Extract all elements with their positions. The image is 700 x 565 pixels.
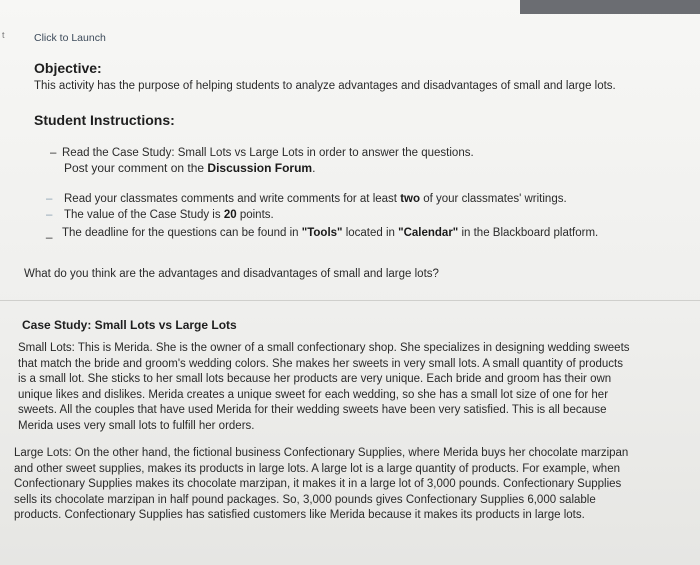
- list-dash: –: [46, 193, 53, 205]
- paragraph-line: unique likes and dislikes. Merida creates a unique sweet for each wedding, so she has a small lot size of one for her: [18, 388, 609, 401]
- list-dash: –: [46, 209, 53, 221]
- objective-text: This activity has the purpose of helping students to analyze advantages and disadvantages of small and large lots.: [34, 80, 616, 92]
- instruction-item-3: [64, 209, 274, 221]
- instruction-item-4: [62, 227, 598, 239]
- list-dash: _: [46, 227, 53, 239]
- paragraph-line: Merida uses very small lots to fulfill her orders.: [18, 419, 255, 432]
- instruction-2-suffix: of your classmates' writings.: [423, 193, 567, 205]
- objective-heading: Objective:: [34, 60, 102, 76]
- instruction-3-prefix: The value of the Case Study is: [64, 209, 221, 221]
- discussion-question: What do you think are the advantages and disadvantages of small and large lots?: [24, 268, 439, 280]
- paragraph-line: Large Lots: On the other hand, the fictional business Confectionary Supplies, where Merida buys her chocolate marzipan: [14, 447, 629, 459]
- divider: [0, 300, 700, 301]
- calendar-label: "Calendar": [398, 227, 459, 239]
- case-study-heading: Case Study: Small Lots vs Large Lots: [22, 318, 237, 332]
- paragraph-line: and other sweet supplies, makes its products in large lots. A large lot is a large quantity of products. For example, when: [14, 462, 620, 475]
- paragraph-line: products. Confectionary Supplies has satisfied customers like Merida because it makes its products in large lots.: [14, 509, 585, 522]
- instruction-1-text: Read the Case Study: Small Lots vs Large Lots in order to answer the questions.: [62, 147, 474, 159]
- instructions-heading: Student Instructions:: [34, 112, 175, 128]
- discussion-forum-label: Discussion Forum: [207, 161, 313, 175]
- small-lots-paragraph: [18, 341, 688, 435]
- paragraph-line: Confectionary Supplies makes its chocolate marzipan, it makes it in a large lot of 3,000 pounds. Confectionary Supplies: [14, 478, 622, 491]
- list-dash: –: [50, 147, 57, 159]
- instruction-4-suffix: in the Blackboard platform.: [461, 227, 599, 239]
- instruction-1-line2-suffix: .: [312, 161, 316, 175]
- instruction-1-line2-prefix: Post your comment on the: [64, 161, 205, 175]
- instruction-3-suffix: points.: [239, 209, 274, 221]
- instruction-4-mid: located in: [345, 227, 395, 239]
- instruction-item-1-line-2: [64, 161, 315, 175]
- instruction-4-prefix: The deadline for the questions can be found in: [62, 227, 299, 239]
- instruction-item-2: [64, 193, 567, 205]
- click-to-launch-link[interactable]: Click to Launch: [34, 32, 106, 44]
- paragraph-line: is a small lot. She sticks to her small lots because her products are very unique. Each bride and groom has their own: [18, 373, 612, 386]
- instruction-2-bold: two: [400, 193, 421, 205]
- large-lots-paragraph: [14, 446, 690, 524]
- paragraph-line: sweets. All the couples that have used Merida for their wedding sweets have been very satisfied. This is all because: [18, 404, 607, 417]
- paragraph-line: Small Lots: This is Merida. She is the owner of a small confectionary shop. She specializes in designing wedding sweets: [18, 342, 630, 354]
- left-margin-mark: t: [2, 30, 5, 40]
- instruction-3-bold: 20: [223, 209, 237, 221]
- instruction-2-prefix: Read your classmates comments and write comments for at least: [64, 193, 397, 205]
- tools-label: "Tools": [301, 227, 343, 239]
- paragraph-line: sells its chocolate marzipan in half pound packages. So, 3,000 pounds gives Confectionary Supplies 6,000 salable: [14, 493, 596, 506]
- paragraph-line: that match the bride and groom's wedding colors. She makes her sweets in very small lots. A small quantity of products: [18, 357, 623, 370]
- instruction-item-1: [62, 147, 474, 159]
- top-bar: [520, 0, 700, 14]
